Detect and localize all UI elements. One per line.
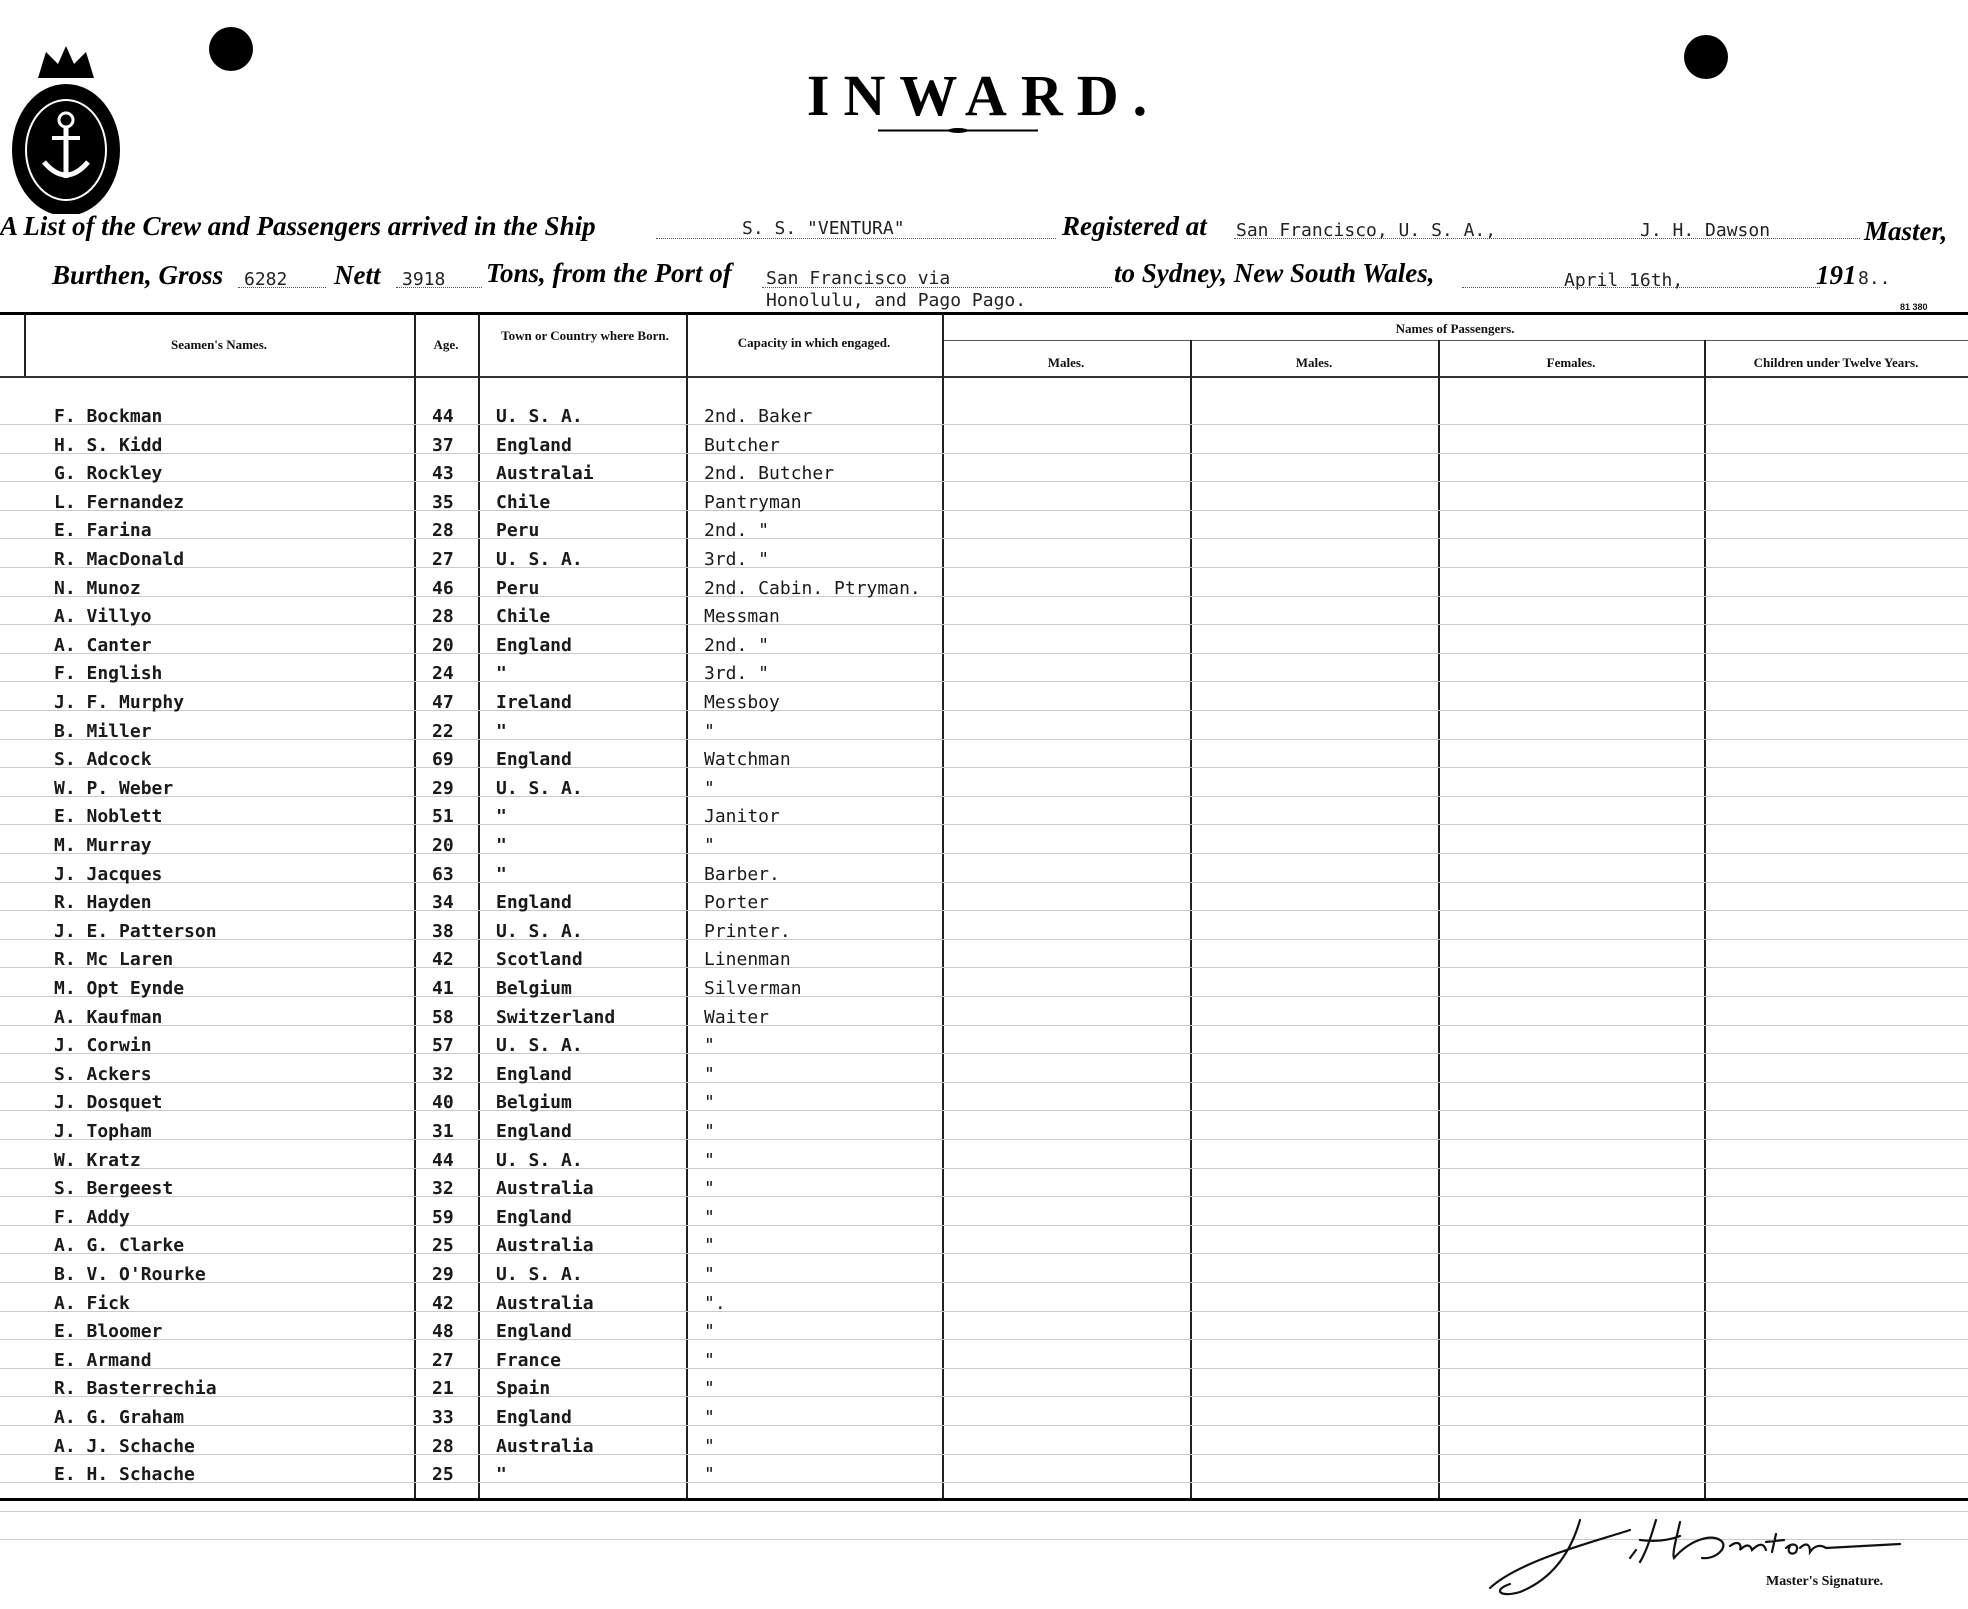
birthplace: Peru: [496, 578, 540, 599]
table-row: [0, 745, 1968, 773]
seaman-name: E. Bloomer: [54, 1321, 163, 1342]
capacity-engaged: 2nd. ": [704, 520, 770, 541]
table-row: [0, 1174, 1968, 1202]
table-row: [0, 1289, 1968, 1317]
master-label: Master,: [1864, 216, 1948, 246]
birthplace: Scotland: [496, 949, 583, 970]
table-row: [0, 431, 1968, 459]
seaman-name: E. Noblett: [54, 806, 163, 827]
table-row: [0, 717, 1968, 745]
seaman-name: B. V. O'Rourke: [54, 1264, 206, 1285]
birthplace: U. S. A.: [496, 1150, 583, 1171]
birthplace: England: [496, 749, 572, 770]
capacity-engaged: ": [704, 1121, 715, 1142]
column-header-rule: [0, 376, 1968, 378]
nett-label: Nett: [334, 260, 381, 290]
table-row: [0, 1317, 1968, 1345]
seaman-name: G. Rockley: [54, 463, 163, 484]
seaman-age: 22: [432, 721, 454, 742]
birthplace: ": [496, 1464, 507, 1485]
table-row: [0, 831, 1968, 859]
birthplace: England: [496, 1121, 572, 1142]
arrival-date: April 16th,: [1564, 270, 1684, 291]
seaman-name: N. Munoz: [54, 578, 141, 599]
form-title: INWARD.: [806, 63, 1162, 128]
seaman-age: 63: [432, 864, 454, 885]
birthplace: U. S. A.: [496, 1264, 583, 1285]
birthplace: Chile: [496, 606, 551, 627]
burthen-label: Burthen, Gross: [52, 260, 224, 290]
capacity-engaged: Messman: [704, 606, 780, 627]
table-row: [0, 974, 1968, 1002]
table-row: [0, 574, 1968, 602]
seaman-name: R. Mc Laren: [54, 949, 174, 970]
table-row: [0, 688, 1968, 716]
seaman-age: 34: [432, 892, 454, 913]
seaman-name: J. E. Patterson: [54, 921, 217, 942]
table-row: [0, 1432, 1968, 1460]
table-row: [0, 888, 1968, 916]
birthplace: U. S. A.: [496, 1035, 583, 1056]
capacity-engaged: ": [704, 1207, 715, 1228]
birthplace: ": [496, 806, 507, 827]
capacity-engaged: Porter: [704, 892, 770, 913]
seaman-name: L. Fernandez: [54, 492, 185, 513]
seaman-name: F. Bockman: [54, 406, 163, 427]
seaman-age: 27: [432, 549, 454, 570]
seaman-age: 31: [432, 1121, 454, 1142]
birthplace: Spain: [496, 1378, 551, 1399]
capacity-engaged: ": [704, 1064, 715, 1085]
table-row: [0, 1146, 1968, 1174]
capacity-engaged: 2nd. Baker: [704, 406, 813, 427]
birthplace: England: [496, 1064, 572, 1085]
birthplace: England: [496, 435, 572, 456]
seaman-age: 21: [432, 1378, 454, 1399]
table-row: [0, 1403, 1968, 1431]
capacity-engaged: Linenman: [704, 949, 791, 970]
capacity-engaged: ".: [704, 1293, 726, 1314]
header-seamens-names: Seamen's Names.: [170, 337, 268, 352]
capacity-engaged: Pantryman: [704, 492, 802, 513]
seaman-age: 44: [432, 1150, 454, 1171]
capacity-engaged: ": [704, 1378, 715, 1399]
seaman-age: 47: [432, 692, 454, 713]
capacity-engaged: ": [704, 1264, 715, 1285]
destination-label: to Sydney, New South Wales,: [1114, 258, 1435, 288]
seaman-name: J. Topham: [54, 1121, 152, 1142]
seaman-age: 59: [432, 1207, 454, 1228]
seaman-age: 28: [432, 1436, 454, 1457]
port-via: Honolulu, and Pago Pago.: [766, 290, 1027, 311]
seaman-name: F. English: [54, 663, 163, 684]
seaman-name: R. Hayden: [54, 892, 152, 913]
capacity-engaged: ": [704, 1350, 715, 1371]
year-printed: 191: [1816, 260, 1857, 290]
table-row: [0, 1117, 1968, 1145]
birthplace: U. S. A.: [496, 778, 583, 799]
capacity-engaged: Butcher: [704, 435, 780, 456]
seaman-name: A. G. Graham: [54, 1407, 185, 1428]
capacity-engaged: ": [704, 1407, 715, 1428]
seaman-age: 40: [432, 1092, 454, 1113]
capacity-engaged: 2nd. ": [704, 635, 770, 656]
table-row: [0, 917, 1968, 945]
seaman-name: W. P. Weber: [54, 778, 174, 799]
header-children: Children under Twelve Years.: [1753, 355, 1919, 370]
table-row: [0, 1088, 1968, 1116]
capacity-engaged: ": [704, 1092, 715, 1113]
capacity-engaged: ": [704, 1321, 715, 1342]
seaman-age: 46: [432, 578, 454, 599]
tons-label: Tons, from the Port of: [486, 258, 732, 288]
birthplace: Australai: [496, 463, 594, 484]
capacity-engaged: 2nd. Butcher: [704, 463, 835, 484]
seaman-name: E. Farina: [54, 520, 152, 541]
seaman-age: 43: [432, 463, 454, 484]
birthplace: U. S. A.: [496, 406, 583, 427]
seaman-age: 41: [432, 978, 454, 999]
seaman-age: 27: [432, 1350, 454, 1371]
seaman-age: 37: [432, 435, 454, 456]
seaman-age: 24: [432, 663, 454, 684]
table-row: [0, 516, 1968, 544]
table-row: [0, 1003, 1968, 1031]
registered-label: Registered at: [1062, 211, 1207, 241]
table-row: [0, 1460, 1968, 1488]
seaman-name: E. H. Schache: [54, 1464, 195, 1485]
header-females: Females.: [1546, 355, 1596, 370]
form-code: 81 380: [1900, 302, 1928, 312]
table-row: [0, 659, 1968, 687]
seaman-name: A. Fick: [54, 1293, 130, 1314]
header-capacity: Capacity in which engaged.: [737, 335, 891, 350]
seaman-age: 32: [432, 1178, 454, 1199]
seaman-age: 58: [432, 1007, 454, 1028]
seaman-age: 44: [432, 406, 454, 427]
registered-port: San Francisco, U. S. A.,: [1236, 220, 1497, 241]
seaman-age: 35: [432, 492, 454, 513]
seaman-age: 42: [432, 1293, 454, 1314]
capacity-engaged: Watchman: [704, 749, 791, 770]
birthplace: U. S. A.: [496, 921, 583, 942]
seaman-name: S. Bergeest: [54, 1178, 174, 1199]
capacity-engaged: ": [704, 721, 715, 742]
birthplace: France: [496, 1350, 562, 1371]
seaman-age: 20: [432, 835, 454, 856]
title-ornament: [878, 128, 1038, 133]
table-row: [0, 488, 1968, 516]
nett-tonnage: 3918: [402, 269, 446, 290]
capacity-engaged: 3rd. ": [704, 663, 770, 684]
seaman-age: 33: [432, 1407, 454, 1428]
seaman-name: E. Armand: [54, 1350, 152, 1371]
table-row: [0, 1346, 1968, 1374]
table-row: [0, 774, 1968, 802]
seaman-name: W. Kratz: [54, 1150, 141, 1171]
passenger-subheader-rule: [944, 340, 1968, 341]
seaman-age: 32: [432, 1064, 454, 1085]
capacity-engaged: ": [704, 1464, 715, 1485]
birthplace: England: [496, 892, 572, 913]
seaman-age: 42: [432, 949, 454, 970]
capacity-engaged: ": [704, 1035, 715, 1056]
seaman-age: 25: [432, 1464, 454, 1485]
capacity-engaged: Waiter: [704, 1007, 770, 1028]
seaman-age: 20: [432, 635, 454, 656]
seaman-name: A. Canter: [54, 635, 152, 656]
table-row: [0, 545, 1968, 573]
seaman-name: M. Opt Eynde: [54, 978, 185, 999]
seaman-name: B. Miller: [54, 721, 152, 742]
port-from: San Francisco via: [766, 268, 951, 289]
capacity-engaged: Silverman: [704, 978, 802, 999]
seaman-age: 29: [432, 1264, 454, 1285]
capacity-engaged: ": [704, 778, 715, 799]
seaman-name: S. Adcock: [54, 749, 152, 770]
seaman-name: J. Corwin: [54, 1035, 152, 1056]
birthplace: ": [496, 721, 507, 742]
seaman-name: R. Basterrechia: [54, 1378, 217, 1399]
table-row: [0, 1031, 1968, 1059]
table-row: [0, 1231, 1968, 1259]
birthplace: Australia: [496, 1235, 594, 1256]
seaman-name: A. Villyo: [54, 606, 152, 627]
seaman-age: 48: [432, 1321, 454, 1342]
birthplace: Peru: [496, 520, 540, 541]
table-row: [0, 860, 1968, 888]
header-passengers: Names of Passengers.: [1395, 321, 1515, 336]
capacity-engaged: Janitor: [704, 806, 780, 827]
seaman-age: 25: [432, 1235, 454, 1256]
capacity-engaged: 3rd. ": [704, 549, 770, 570]
birthplace: Ireland: [496, 692, 572, 713]
capacity-engaged: ": [704, 1235, 715, 1256]
header-born: Town or Country where Born.: [501, 328, 669, 343]
birthplace: Belgium: [496, 1092, 572, 1113]
seaman-name: A. J. Schache: [54, 1436, 195, 1457]
seaman-name: J. Jacques: [54, 864, 163, 885]
ship-name: S. S. "VENTURA": [742, 218, 905, 239]
seaman-age: 57: [432, 1035, 454, 1056]
seaman-age: 28: [432, 520, 454, 541]
crew-list-label: A List of the Crew and Passengers arrived in the Ship: [0, 211, 596, 241]
capacity-engaged: Barber.: [704, 864, 780, 885]
seaman-age: 28: [432, 606, 454, 627]
capacity-engaged: Messboy: [704, 692, 780, 713]
birthplace: Chile: [496, 492, 551, 513]
header-males-1: Males.: [1047, 355, 1085, 370]
seaman-age: 51: [432, 806, 454, 827]
capacity-engaged: 2nd. Cabin. Ptryman.: [704, 578, 921, 599]
table-row: [0, 802, 1968, 830]
birthplace: ": [496, 663, 507, 684]
seaman-name: A. Kaufman: [54, 1007, 163, 1028]
seaman-age: 38: [432, 921, 454, 942]
birthplace: England: [496, 1321, 572, 1342]
table-row: [0, 1260, 1968, 1288]
capacity-engaged: ": [704, 1178, 715, 1199]
seaman-name: F. Addy: [54, 1207, 130, 1228]
capacity-engaged: ": [704, 835, 715, 856]
capacity-engaged: Printer.: [704, 921, 791, 942]
seaman-name: S. Ackers: [54, 1064, 152, 1085]
seaman-age: 29: [432, 778, 454, 799]
capacity-engaged: ": [704, 1436, 715, 1457]
seaman-name: A. G. Clarke: [54, 1235, 185, 1256]
table-top-rule: [0, 312, 1968, 315]
header-age: Age.: [433, 337, 459, 352]
birthplace: Switzerland: [496, 1007, 616, 1028]
seaman-name: J. Dosquet: [54, 1092, 163, 1113]
birthplace: England: [496, 1407, 572, 1428]
seaman-name: J. F. Murphy: [54, 692, 185, 713]
birthplace: England: [496, 635, 572, 656]
year-typed: 8..: [1858, 268, 1891, 289]
seaman-age: 69: [432, 749, 454, 770]
seaman-name: H. S. Kidd: [54, 435, 163, 456]
master-name: J. H. Dawson: [1640, 220, 1771, 241]
table-row: [0, 1374, 1968, 1402]
table-row: [0, 1060, 1968, 1088]
header-males-2: Males.: [1295, 355, 1333, 370]
birthplace: ": [496, 835, 507, 856]
seaman-name: R. MacDonald: [54, 549, 185, 570]
table-row: [0, 459, 1968, 487]
birthplace: England: [496, 1207, 572, 1228]
table-row: [0, 402, 1968, 430]
seaman-name: M. Murray: [54, 835, 152, 856]
table-row: [0, 945, 1968, 973]
birthplace: ": [496, 864, 507, 885]
birthplace: Australia: [496, 1293, 594, 1314]
birthplace: Australia: [496, 1178, 594, 1199]
master-signature-label: Master's Signature.: [1766, 1574, 1884, 1589]
table-row: [0, 1203, 1968, 1231]
birthplace: U. S. A.: [496, 549, 583, 570]
birthplace: Belgium: [496, 978, 572, 999]
gross-tonnage: 6282: [244, 269, 288, 290]
table-row: [0, 631, 1968, 659]
capacity-engaged: ": [704, 1150, 715, 1171]
birthplace: Australia: [496, 1436, 594, 1457]
table-row: [0, 602, 1968, 630]
